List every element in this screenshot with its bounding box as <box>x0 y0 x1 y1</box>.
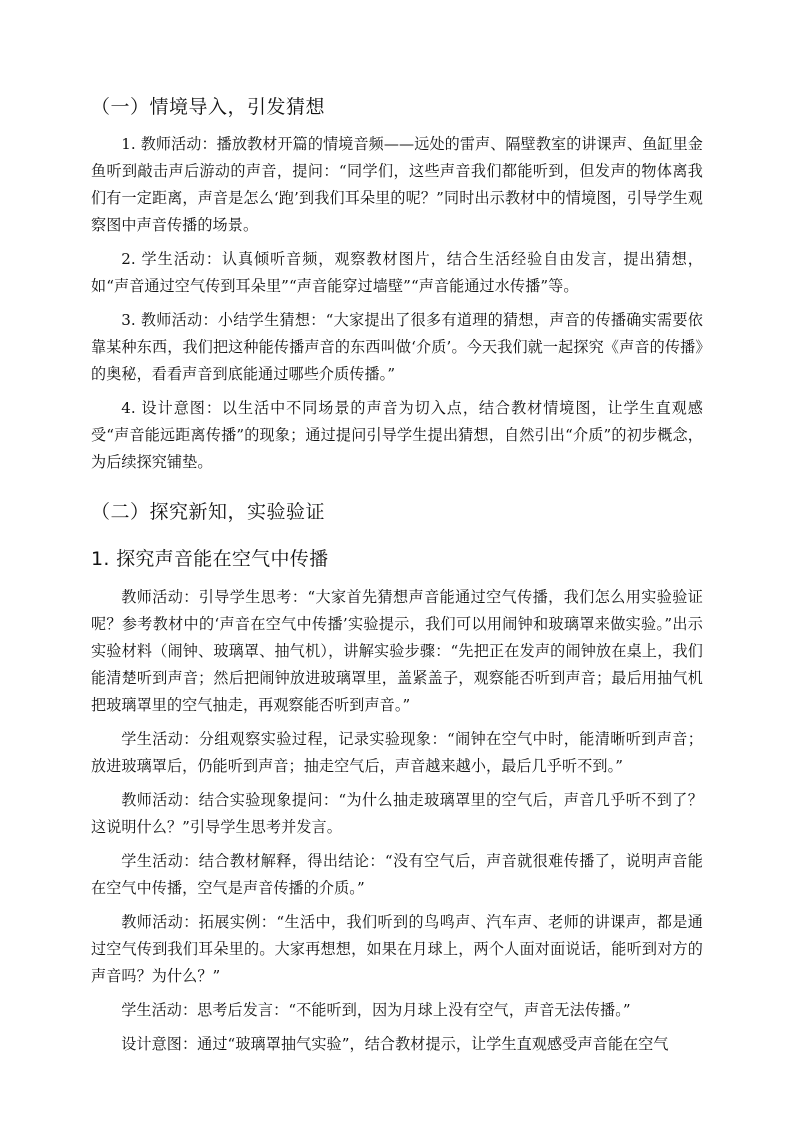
paragraph-student-conclusion: 学生活动：结合教材解释，得出结论：“没有空气后，声音就很难传播了，说明声音能在空气中传播，空气是声音传播的介质。” <box>91 852 703 897</box>
section-heading-explore: （二）探究新知，实验验证 <box>91 501 326 523</box>
section-gap <box>91 483 703 497</box>
paragraph-teacher-extension: 教师活动：拓展实例：“生活中，我们听到的鸟鸣声、汽车声、老师的讲课声，都是通过空气传到我们耳朵里的。大家再想想，如果在月球上，两个人面对面说话，能听到对方的声音吗？为什么？” <box>91 913 703 985</box>
paragraph-teacher-experiment: 教师活动：引导学生思考：“大家首先猜想声音能通过空气传播，我们怎么用实验验证呢？参考教材中的‘声音在空气中传播’实验提示，我们可以用闹钟和玻璃罩来做实验。”出示实验材料（闹钟、玻璃罩、抽气机），讲解实验步骤：“先把正在发声的闹钟放在桌上，我们能清楚听到声音；然后把闹钟放进玻璃罩里，盖紧盖子，观察能否听到声音；最后用抽气机把玻璃罩里的空气抽走，再观察能否听到声音。” <box>91 588 703 714</box>
paragraph-teacher-question: 教师活动：结合实验现象提问：“为什么抽走玻璃罩里的空气后，声音几乎听不到了？这说明什么？”引导学生思考并发言。 <box>91 791 703 836</box>
subsection-gap <box>91 536 703 544</box>
section-heading-intro: （一）情境导入，引发猜想 <box>91 96 326 118</box>
paragraph-design-intent-1: 4. 设计意图：以生活中不同场景的声音为切入点，结合教材情境图，让学生直观感受“声音能远距离传播”的现象；通过提问引导学生提出猜想，自然引出“介质”的初步概念，为后续探究铺垫。 <box>91 399 703 471</box>
page-content <box>91 92 703 1065</box>
paragraph-student-activity-1: 2. 学生活动：认真倾听音频，观察教材图片，结合生活经验自由发言，提出猜想，如“声音通过空气传到耳朵里”“声音能穿过墙壁”“声音能通过水传播”等。 <box>91 250 703 295</box>
paragraph-design-intent-2: 设计意图：通过“玻璃罩抽气实验”，结合教材提示，让学生直观感受声音能在空气 <box>121 1035 669 1053</box>
subsection-heading-air: 1. 探究声音能在空气中传播 <box>91 548 329 570</box>
paragraph-teacher-summary: 3. 教师活动：小结学生猜想：“大家提出了很多有道理的猜想，声音的传播确实需要依靠某种东西，我们把这种能传播声音的东西叫做‘介质’。今天我们就一起探究《声音的传播》的奥秘，看看声音到底能通过哪些介质传播。” <box>91 311 703 383</box>
paragraph-student-observation: 学生活动：分组观察实验过程，记录实验现象：“闹钟在空气中时，能清晰听到声音；放进玻璃罩后，仍能听到声音；抽走空气后，声音越来越小，最后几乎听不到。” <box>91 730 703 775</box>
paragraph-teacher-activity-1: 1. 教师活动：播放教材开篇的情境音频——远处的雷声、隔壁教室的讲课声、鱼缸里金鱼听到敲击声后游动的声音，提问：“同学们，这些声音我们都能听到，但发声的物体离我们有一定距离，声音是怎么‘跑’到我们耳朵里的呢？”同时出示教材中的情境图，引导学生观察图中声音传播的场景。 <box>91 135 703 234</box>
paragraph-student-answer: 学生活动：思考后发言：“不能听到，因为月球上没有空气，声音无法传播。” <box>121 1001 631 1019</box>
